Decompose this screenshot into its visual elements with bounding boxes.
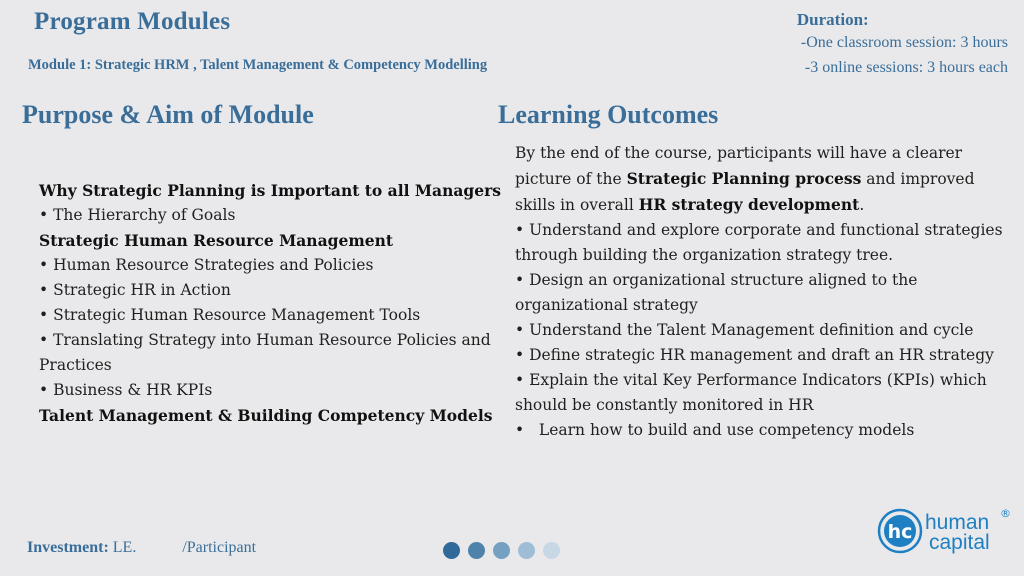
outcome-item: • Understand the Talent Management definition and cycle (515, 321, 974, 339)
outcome-item: • Learn how to build and use competency models (515, 421, 915, 439)
investment-label: Investment: (27, 539, 109, 556)
outcome-item: • Define strategic HR management and draft an HR strategy (515, 346, 994, 364)
outcomes-intro-text: . (859, 196, 865, 214)
purpose-list-item: • Human Resource Strategies and Policies (39, 256, 374, 274)
pager-dot[interactable] (443, 542, 460, 559)
outcomes-intro-text: and improved skills in overall (515, 170, 975, 214)
duration-line: -One classroom session: 3 hours (800, 34, 1008, 51)
logo-mark: hc (887, 521, 913, 543)
investment-line (27, 539, 256, 557)
outcomes-intro-emphasis: Strategic Planning process (626, 169, 862, 188)
purpose-list-item: • Strategic HR in Action (39, 281, 231, 299)
outcomes-intro-text: By the end of the course, participants will have a clearer picture of the (515, 144, 963, 188)
pager-dots (443, 542, 560, 559)
pager-dot[interactable] (518, 542, 535, 559)
pager-dot[interactable] (493, 542, 510, 559)
duration-block (796, 10, 1008, 80)
company-logo (876, 505, 1016, 557)
outcome-item: • Understand and explore corporate and functional strategies through building the organization strategy tree. (515, 221, 1008, 264)
purpose-section-heading: Why Strategic Planning is Important to all Managers (39, 181, 501, 200)
registered-mark: ® (1000, 507, 1011, 520)
pager-dot[interactable] (468, 542, 485, 559)
outcome-item: • Explain the vital Key Performance Indicators (KPIs) which should be constantly monitored in HR (515, 371, 992, 414)
purpose-section-heading: Talent Management & Building Competency Models (39, 406, 493, 425)
purpose-list-item: • The Hierarchy of Goals (39, 206, 236, 224)
pager-dot[interactable] (543, 542, 560, 559)
investment-value: LE. (112, 539, 137, 556)
outcomes-intro (515, 141, 1010, 218)
purpose-heading: Purpose & Aim of Module (22, 100, 314, 129)
duration-line: -3 online sessions: 3 hours each (804, 59, 1008, 76)
duration-label: Duration: (796, 10, 869, 29)
outcomes-items (515, 218, 1010, 443)
logo-graphic (876, 505, 1016, 557)
module-subtitle: Module 1: Strategic HRM , Talent Management & Competency Modelling (28, 57, 488, 73)
outcomes-list (515, 141, 1010, 443)
purpose-list-item: • Translating Strategy into Human Resource Policies and Practices (39, 331, 491, 374)
per-participant: /Participant (182, 539, 257, 556)
outcomes-intro-emphasis: HR strategy development (638, 195, 860, 214)
outcome-item: • Design an organizational structure aligned to the organizational strategy (515, 271, 923, 314)
purpose-list-item: • Strategic Human Resource Management Tools (39, 306, 421, 324)
logo-text-human: human (925, 511, 990, 534)
page-title: Program Modules (34, 8, 231, 35)
purpose-list-item: • Business & HR KPIs (39, 381, 213, 399)
logo-text-capital: capital (929, 531, 990, 554)
purpose-list (39, 178, 509, 428)
outcomes-heading: Learning Outcomes (498, 100, 719, 129)
purpose-section-heading: Strategic Human Resource Management (39, 231, 394, 250)
